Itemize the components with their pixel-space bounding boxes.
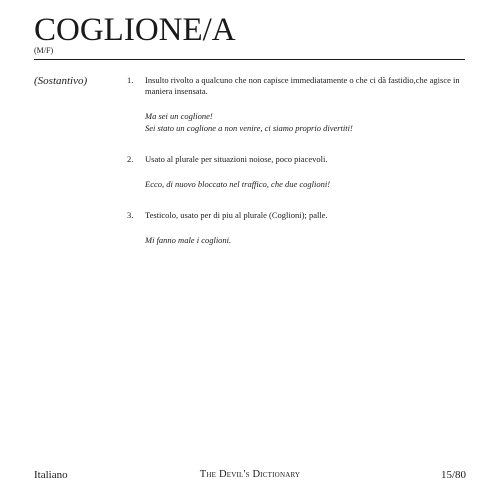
example-sentence: Sei stato un coglione a non venire, ci siamo proprio divertiti! xyxy=(145,123,353,133)
sense-examples xyxy=(145,178,467,190)
page-number: 15/80 xyxy=(440,469,466,481)
sense-item-3 xyxy=(127,210,467,246)
example-sentence: Ecco, di nuovo bloccato nel traffico, che due coglioni! xyxy=(145,179,331,189)
sense-examples xyxy=(145,234,467,246)
example-sentence: Ma sei un coglione! xyxy=(145,111,213,121)
footer-language: Italiano xyxy=(34,469,68,481)
sense-examples xyxy=(145,110,467,134)
header-rule xyxy=(34,59,465,60)
sense-number: 3. xyxy=(127,210,134,220)
sense-item-1 xyxy=(127,75,467,134)
sense-item-2 xyxy=(127,154,467,190)
headword: COGLIONE/A xyxy=(34,12,236,48)
gender-label: (M/F) xyxy=(34,46,54,55)
page-footer xyxy=(34,468,466,482)
sense-number: 1. xyxy=(127,75,134,85)
example-sentence: Mi fanno male i coglioni. xyxy=(145,235,232,245)
footer-book-title: The Devil's Dictionary xyxy=(199,469,301,480)
sense-definition: Testicolo, usato per di piu al plurale (Coglioni); palle. xyxy=(145,210,328,220)
sense-definition: Usato al plurale per situazioni noiose, poco piacevoli. xyxy=(145,154,328,164)
sense-definition: Insulto rivolto a qualcuno che non capisce immediatamente o che ci dà fastidio,che agisce in maniera insensata. xyxy=(145,75,460,96)
sense-number: 2. xyxy=(127,154,134,164)
part-of-speech: (Sostantivo) xyxy=(34,75,88,87)
sense-list xyxy=(127,75,467,246)
